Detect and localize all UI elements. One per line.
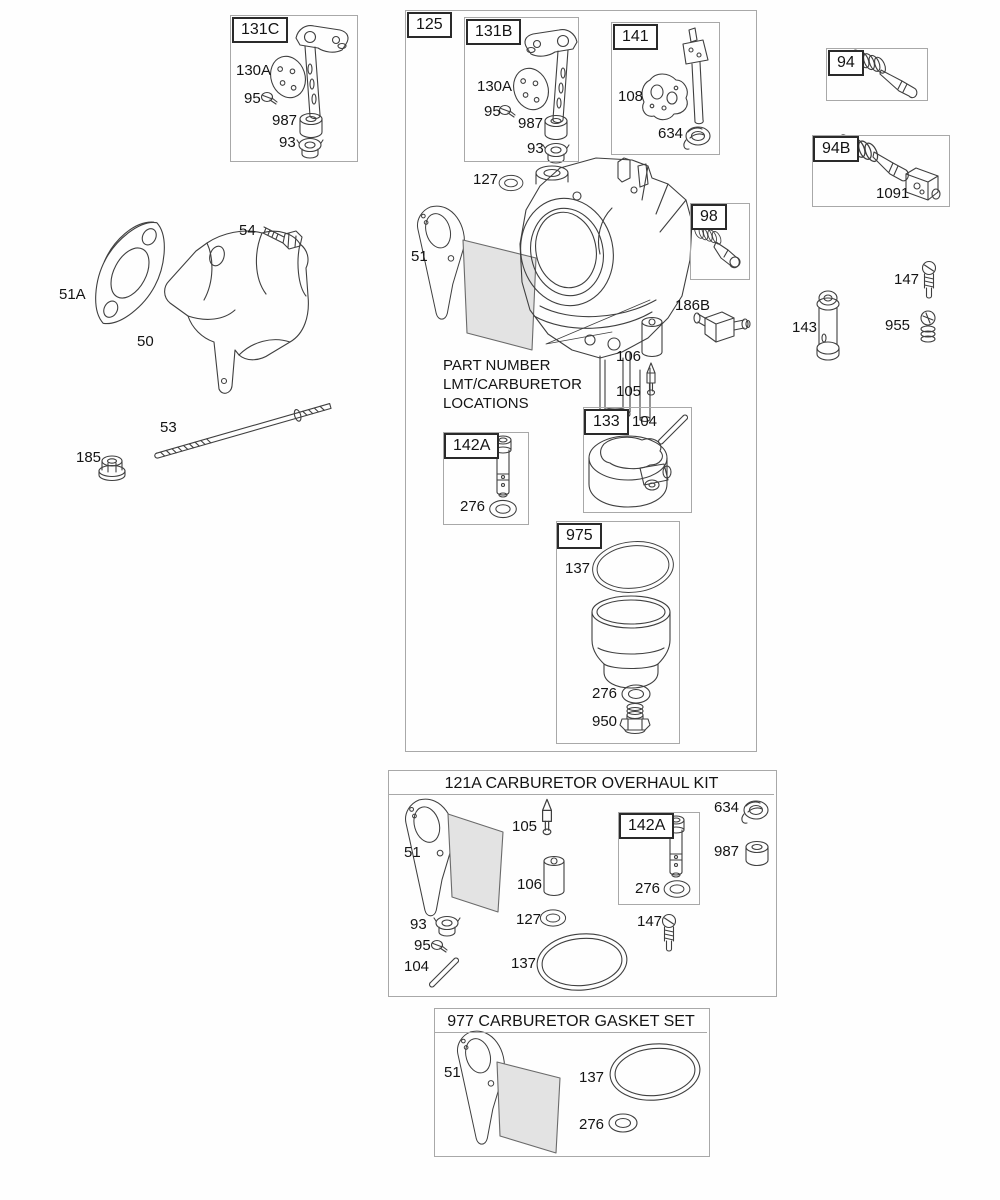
callout-955: 955 [885, 317, 911, 334]
part-53-stud-illustration [153, 400, 332, 462]
group-label-98: 98 [691, 204, 727, 230]
callout-141-634: 634 [658, 125, 684, 142]
callout-51A: 51A [59, 286, 86, 303]
callout-975-950: 950 [592, 713, 618, 730]
callout-131B-987: 987 [518, 115, 544, 132]
callout-185: 185 [76, 449, 102, 466]
group-label-125: 125 [407, 12, 452, 38]
callout-121A-106: 106 [517, 876, 543, 893]
callout-125-106: 106 [616, 348, 642, 365]
callout-141-108: 108 [618, 88, 644, 105]
part-147-screw-illustration [923, 262, 936, 299]
callout-54: 54 [239, 222, 256, 239]
group-label-975: 975 [557, 523, 602, 549]
group-label-94B: 94B [813, 136, 859, 162]
group-label-142A-kit: 142A [619, 813, 674, 839]
callout-94B-1091: 1091 [876, 185, 910, 202]
callout-975-276: 276 [592, 685, 618, 702]
callout-131C-93: 93 [279, 134, 296, 151]
callout-131B-95: 95 [484, 103, 501, 120]
callout-147: 147 [894, 271, 920, 288]
callout-121A-634: 634 [714, 799, 740, 816]
callout-125-51: 51 [411, 248, 428, 265]
part-number-note-line2: LMT/CARBURETOR [443, 376, 582, 393]
callout-121A-104: 104 [404, 958, 430, 975]
kit-977-title: 977 CARBURETOR GASKET SET [435, 1009, 707, 1033]
part-50-manifold-illustration [165, 231, 309, 393]
callout-131C-130A: 130A [236, 62, 272, 79]
group-label-131B: 131B [466, 19, 521, 45]
group-label-141: 141 [613, 24, 658, 50]
callout-131C-987: 987 [272, 112, 298, 129]
callout-125-127: 127 [473, 171, 499, 188]
kit-121A-title: 121A CARBURETOR OVERHAUL KIT [389, 771, 774, 795]
callout-131B-130A: 130A [477, 78, 513, 95]
callout-131B-93: 93 [527, 140, 544, 157]
callout-977-51: 51 [444, 1064, 461, 1081]
callout-143: 143 [792, 319, 818, 336]
part-51A-gasket-illustration [78, 209, 181, 336]
part-number-note-line3: LOCATIONS [443, 395, 529, 412]
group-box-975 [556, 521, 680, 744]
callout-121A-987: 987 [714, 843, 740, 860]
group-label-142A: 142A [444, 433, 499, 459]
callout-121A-51: 51 [404, 844, 421, 861]
part-185-nut-illustration [99, 456, 125, 481]
callout-125-105: 105 [616, 383, 642, 400]
callout-121A-137: 137 [511, 955, 537, 972]
part-143-tube-illustration [817, 291, 839, 360]
callout-50: 50 [137, 333, 154, 350]
part-955-screw-illustration [921, 311, 935, 342]
callout-142A-276: 276 [460, 498, 486, 515]
callout-121A-276: 276 [635, 880, 661, 897]
callout-121A-93: 93 [410, 916, 427, 933]
callout-131C-95: 95 [244, 90, 261, 107]
callout-133-104: 104 [632, 413, 658, 430]
group-label-131C: 131C [232, 17, 288, 43]
callout-977-137: 137 [579, 1069, 605, 1086]
callout-53: 53 [160, 419, 177, 436]
callout-121A-105: 105 [512, 818, 538, 835]
callout-977-276: 276 [579, 1116, 605, 1133]
callout-125-186B: 186B [675, 297, 711, 314]
callout-121A-127: 127 [516, 911, 542, 928]
callout-121A-147: 147 [637, 913, 663, 930]
group-label-133: 133 [584, 409, 629, 435]
callout-975-137: 137 [565, 560, 591, 577]
part-54-bolt-illustration [263, 227, 302, 249]
callout-121A-95: 95 [414, 937, 431, 954]
part-number-note-line1: PART NUMBER [443, 357, 551, 374]
group-label-94: 94 [828, 50, 864, 76]
